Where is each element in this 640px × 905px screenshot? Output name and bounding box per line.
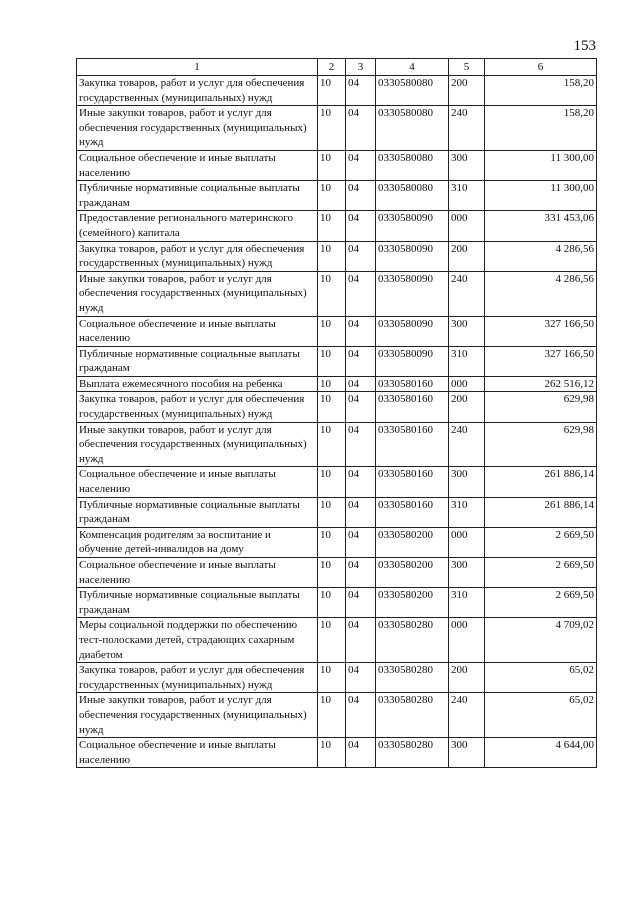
row-subsection: 04 <box>346 150 376 180</box>
row-amount: 65,02 <box>485 693 597 738</box>
row-expense-type: 000 <box>449 527 485 557</box>
table-row <box>77 738 597 768</box>
row-name: Компенсация родителям за воспитание и обучение детей-инвалидов на дому <box>77 527 318 557</box>
row-subsection: 04 <box>346 738 376 768</box>
row-subsection: 04 <box>346 181 376 211</box>
header-target-article: 4 <box>376 59 449 76</box>
row-expense-type: 200 <box>449 241 485 271</box>
row-target-article: 0330580160 <box>376 497 449 527</box>
row-expense-type: 300 <box>449 467 485 497</box>
row-target-article: 0330580080 <box>376 181 449 211</box>
row-name: Социальное обеспечение и иные выплаты населению <box>77 738 318 768</box>
row-target-article: 0330580280 <box>376 693 449 738</box>
row-expense-type: 000 <box>449 211 485 241</box>
row-expense-type: 200 <box>449 392 485 422</box>
row-amount: 629,98 <box>485 392 597 422</box>
row-amount: 629,98 <box>485 422 597 467</box>
row-amount: 4 644,00 <box>485 738 597 768</box>
row-subsection: 04 <box>346 76 376 106</box>
row-name: Социальное обеспечение и иные выплаты населению <box>77 558 318 588</box>
row-subsection: 04 <box>346 497 376 527</box>
row-target-article: 0330580090 <box>376 271 449 316</box>
row-section: 10 <box>318 558 346 588</box>
table-row <box>77 181 597 211</box>
header-row <box>77 59 597 76</box>
row-amount: 4 286,56 <box>485 271 597 316</box>
row-expense-type: 000 <box>449 376 485 392</box>
table-row <box>77 497 597 527</box>
table-header <box>77 59 597 76</box>
row-amount: 262 516,12 <box>485 376 597 392</box>
row-expense-type: 310 <box>449 181 485 211</box>
row-amount: 65,02 <box>485 663 597 693</box>
table-row <box>77 271 597 316</box>
row-amount: 2 669,50 <box>485 558 597 588</box>
row-amount: 331 453,06 <box>485 211 597 241</box>
row-section: 10 <box>318 271 346 316</box>
row-expense-type: 240 <box>449 106 485 151</box>
page-number: 153 <box>573 38 596 54</box>
row-name: Социальное обеспечение и иные выплаты населению <box>77 150 318 180</box>
row-target-article: 0330580080 <box>376 150 449 180</box>
row-expense-type: 200 <box>449 76 485 106</box>
table-row <box>77 422 597 467</box>
row-expense-type: 310 <box>449 497 485 527</box>
row-name: Иные закупки товаров, работ и услуг для обеспечения государственных (муниципальных) нужд <box>77 693 318 738</box>
row-name: Закупка товаров, работ и услуг для обеспечения государственных (муниципальных) нужд <box>77 392 318 422</box>
header-expense-type: 5 <box>449 59 485 76</box>
table-row <box>77 527 597 557</box>
table-row <box>77 106 597 151</box>
row-section: 10 <box>318 392 346 422</box>
row-amount: 158,20 <box>485 76 597 106</box>
table-row <box>77 693 597 738</box>
row-expense-type: 000 <box>449 618 485 663</box>
table-row <box>77 376 597 392</box>
row-target-article: 0330580280 <box>376 663 449 693</box>
row-amount: 4 286,56 <box>485 241 597 271</box>
row-target-article: 0330580090 <box>376 346 449 376</box>
table-row <box>77 392 597 422</box>
header-amount: 6 <box>485 59 597 76</box>
row-section: 10 <box>318 211 346 241</box>
row-expense-type: 310 <box>449 346 485 376</box>
row-subsection: 04 <box>346 558 376 588</box>
row-section: 10 <box>318 663 346 693</box>
row-subsection: 04 <box>346 467 376 497</box>
row-subsection: 04 <box>346 422 376 467</box>
row-name: Выплата ежемесячного пособия на ребенка <box>77 376 318 392</box>
row-section: 10 <box>318 467 346 497</box>
row-expense-type: 240 <box>449 693 485 738</box>
row-section: 10 <box>318 76 346 106</box>
row-expense-type: 200 <box>449 663 485 693</box>
table-row <box>77 558 597 588</box>
table-row <box>77 150 597 180</box>
row-expense-type: 240 <box>449 422 485 467</box>
row-expense-type: 300 <box>449 738 485 768</box>
row-expense-type: 240 <box>449 271 485 316</box>
row-target-article: 0330580160 <box>376 376 449 392</box>
table-body <box>77 76 597 768</box>
row-target-article: 0330580090 <box>376 211 449 241</box>
row-name: Социальное обеспечение и иные выплаты населению <box>77 467 318 497</box>
table-row <box>77 467 597 497</box>
row-subsection: 04 <box>346 618 376 663</box>
row-subsection: 04 <box>346 346 376 376</box>
row-expense-type: 300 <box>449 316 485 346</box>
row-subsection: 04 <box>346 211 376 241</box>
row-target-article: 0330580200 <box>376 588 449 618</box>
row-subsection: 04 <box>346 241 376 271</box>
row-amount: 327 166,50 <box>485 346 597 376</box>
row-section: 10 <box>318 422 346 467</box>
row-section: 10 <box>318 346 346 376</box>
row-name: Закупка товаров, работ и услуг для обеспечения государственных (муниципальных) нужд <box>77 241 318 271</box>
row-section: 10 <box>318 150 346 180</box>
header-name: 1 <box>77 59 318 76</box>
row-amount: 261 886,14 <box>485 497 597 527</box>
row-section: 10 <box>318 241 346 271</box>
row-subsection: 04 <box>346 271 376 316</box>
row-target-article: 0330580200 <box>376 527 449 557</box>
row-subsection: 04 <box>346 376 376 392</box>
row-target-article: 0330580160 <box>376 392 449 422</box>
header-subsection: 3 <box>346 59 376 76</box>
row-subsection: 04 <box>346 527 376 557</box>
row-expense-type: 310 <box>449 588 485 618</box>
row-section: 10 <box>318 106 346 151</box>
row-amount: 2 669,50 <box>485 527 597 557</box>
table-row <box>77 588 597 618</box>
table-row <box>77 76 597 106</box>
row-name: Иные закупки товаров, работ и услуг для обеспечения государственных (муниципальных) нужд <box>77 271 318 316</box>
row-target-article: 0330580160 <box>376 422 449 467</box>
row-section: 10 <box>318 497 346 527</box>
row-name: Публичные нормативные социальные выплаты гражданам <box>77 497 318 527</box>
row-amount: 2 669,50 <box>485 588 597 618</box>
row-name: Иные закупки товаров, работ и услуг для обеспечения государственных (муниципальных) нужд <box>77 106 318 151</box>
row-subsection: 04 <box>346 106 376 151</box>
row-expense-type: 300 <box>449 150 485 180</box>
row-section: 10 <box>318 376 346 392</box>
table-row <box>77 241 597 271</box>
row-name: Закупка товаров, работ и услуг для обеспечения государственных (муниципальных) нужд <box>77 663 318 693</box>
row-target-article: 0330580090 <box>376 241 449 271</box>
row-target-article: 0330580280 <box>376 618 449 663</box>
row-subsection: 04 <box>346 663 376 693</box>
row-amount: 4 709,02 <box>485 618 597 663</box>
table-row <box>77 346 597 376</box>
row-name: Закупка товаров, работ и услуг для обеспечения государственных (муниципальных) нужд <box>77 76 318 106</box>
row-name: Публичные нормативные социальные выплаты гражданам <box>77 588 318 618</box>
row-amount: 11 300,00 <box>485 181 597 211</box>
row-target-article: 0330580160 <box>376 467 449 497</box>
row-amount: 11 300,00 <box>485 150 597 180</box>
row-section: 10 <box>318 316 346 346</box>
row-target-article: 0330580090 <box>376 316 449 346</box>
row-section: 10 <box>318 738 346 768</box>
row-section: 10 <box>318 588 346 618</box>
row-target-article: 0330580080 <box>376 106 449 151</box>
row-name: Меры социальной поддержки по обеспечению тест-полосками детей, страдающих сахарным диабетом <box>77 618 318 663</box>
table-row <box>77 663 597 693</box>
row-name: Публичные нормативные социальные выплаты гражданам <box>77 181 318 211</box>
row-amount: 261 886,14 <box>485 467 597 497</box>
row-name: Социальное обеспечение и иные выплаты населению <box>77 316 318 346</box>
row-target-article: 0330580280 <box>376 738 449 768</box>
table-row <box>77 618 597 663</box>
table-row <box>77 211 597 241</box>
row-section: 10 <box>318 693 346 738</box>
row-name: Предоставление регионального материнского (семейного) капитала <box>77 211 318 241</box>
row-amount: 158,20 <box>485 106 597 151</box>
row-section: 10 <box>318 618 346 663</box>
header-section: 2 <box>318 59 346 76</box>
row-subsection: 04 <box>346 588 376 618</box>
row-name: Публичные нормативные социальные выплаты гражданам <box>77 346 318 376</box>
row-section: 10 <box>318 527 346 557</box>
row-expense-type: 300 <box>449 558 485 588</box>
row-subsection: 04 <box>346 392 376 422</box>
row-target-article: 0330580080 <box>376 76 449 106</box>
row-amount: 327 166,50 <box>485 316 597 346</box>
row-subsection: 04 <box>346 316 376 346</box>
row-name: Иные закупки товаров, работ и услуг для обеспечения государственных (муниципальных) нужд <box>77 422 318 467</box>
budget-table <box>76 58 597 768</box>
row-target-article: 0330580200 <box>376 558 449 588</box>
row-subsection: 04 <box>346 693 376 738</box>
row-section: 10 <box>318 181 346 211</box>
table-row <box>77 316 597 346</box>
